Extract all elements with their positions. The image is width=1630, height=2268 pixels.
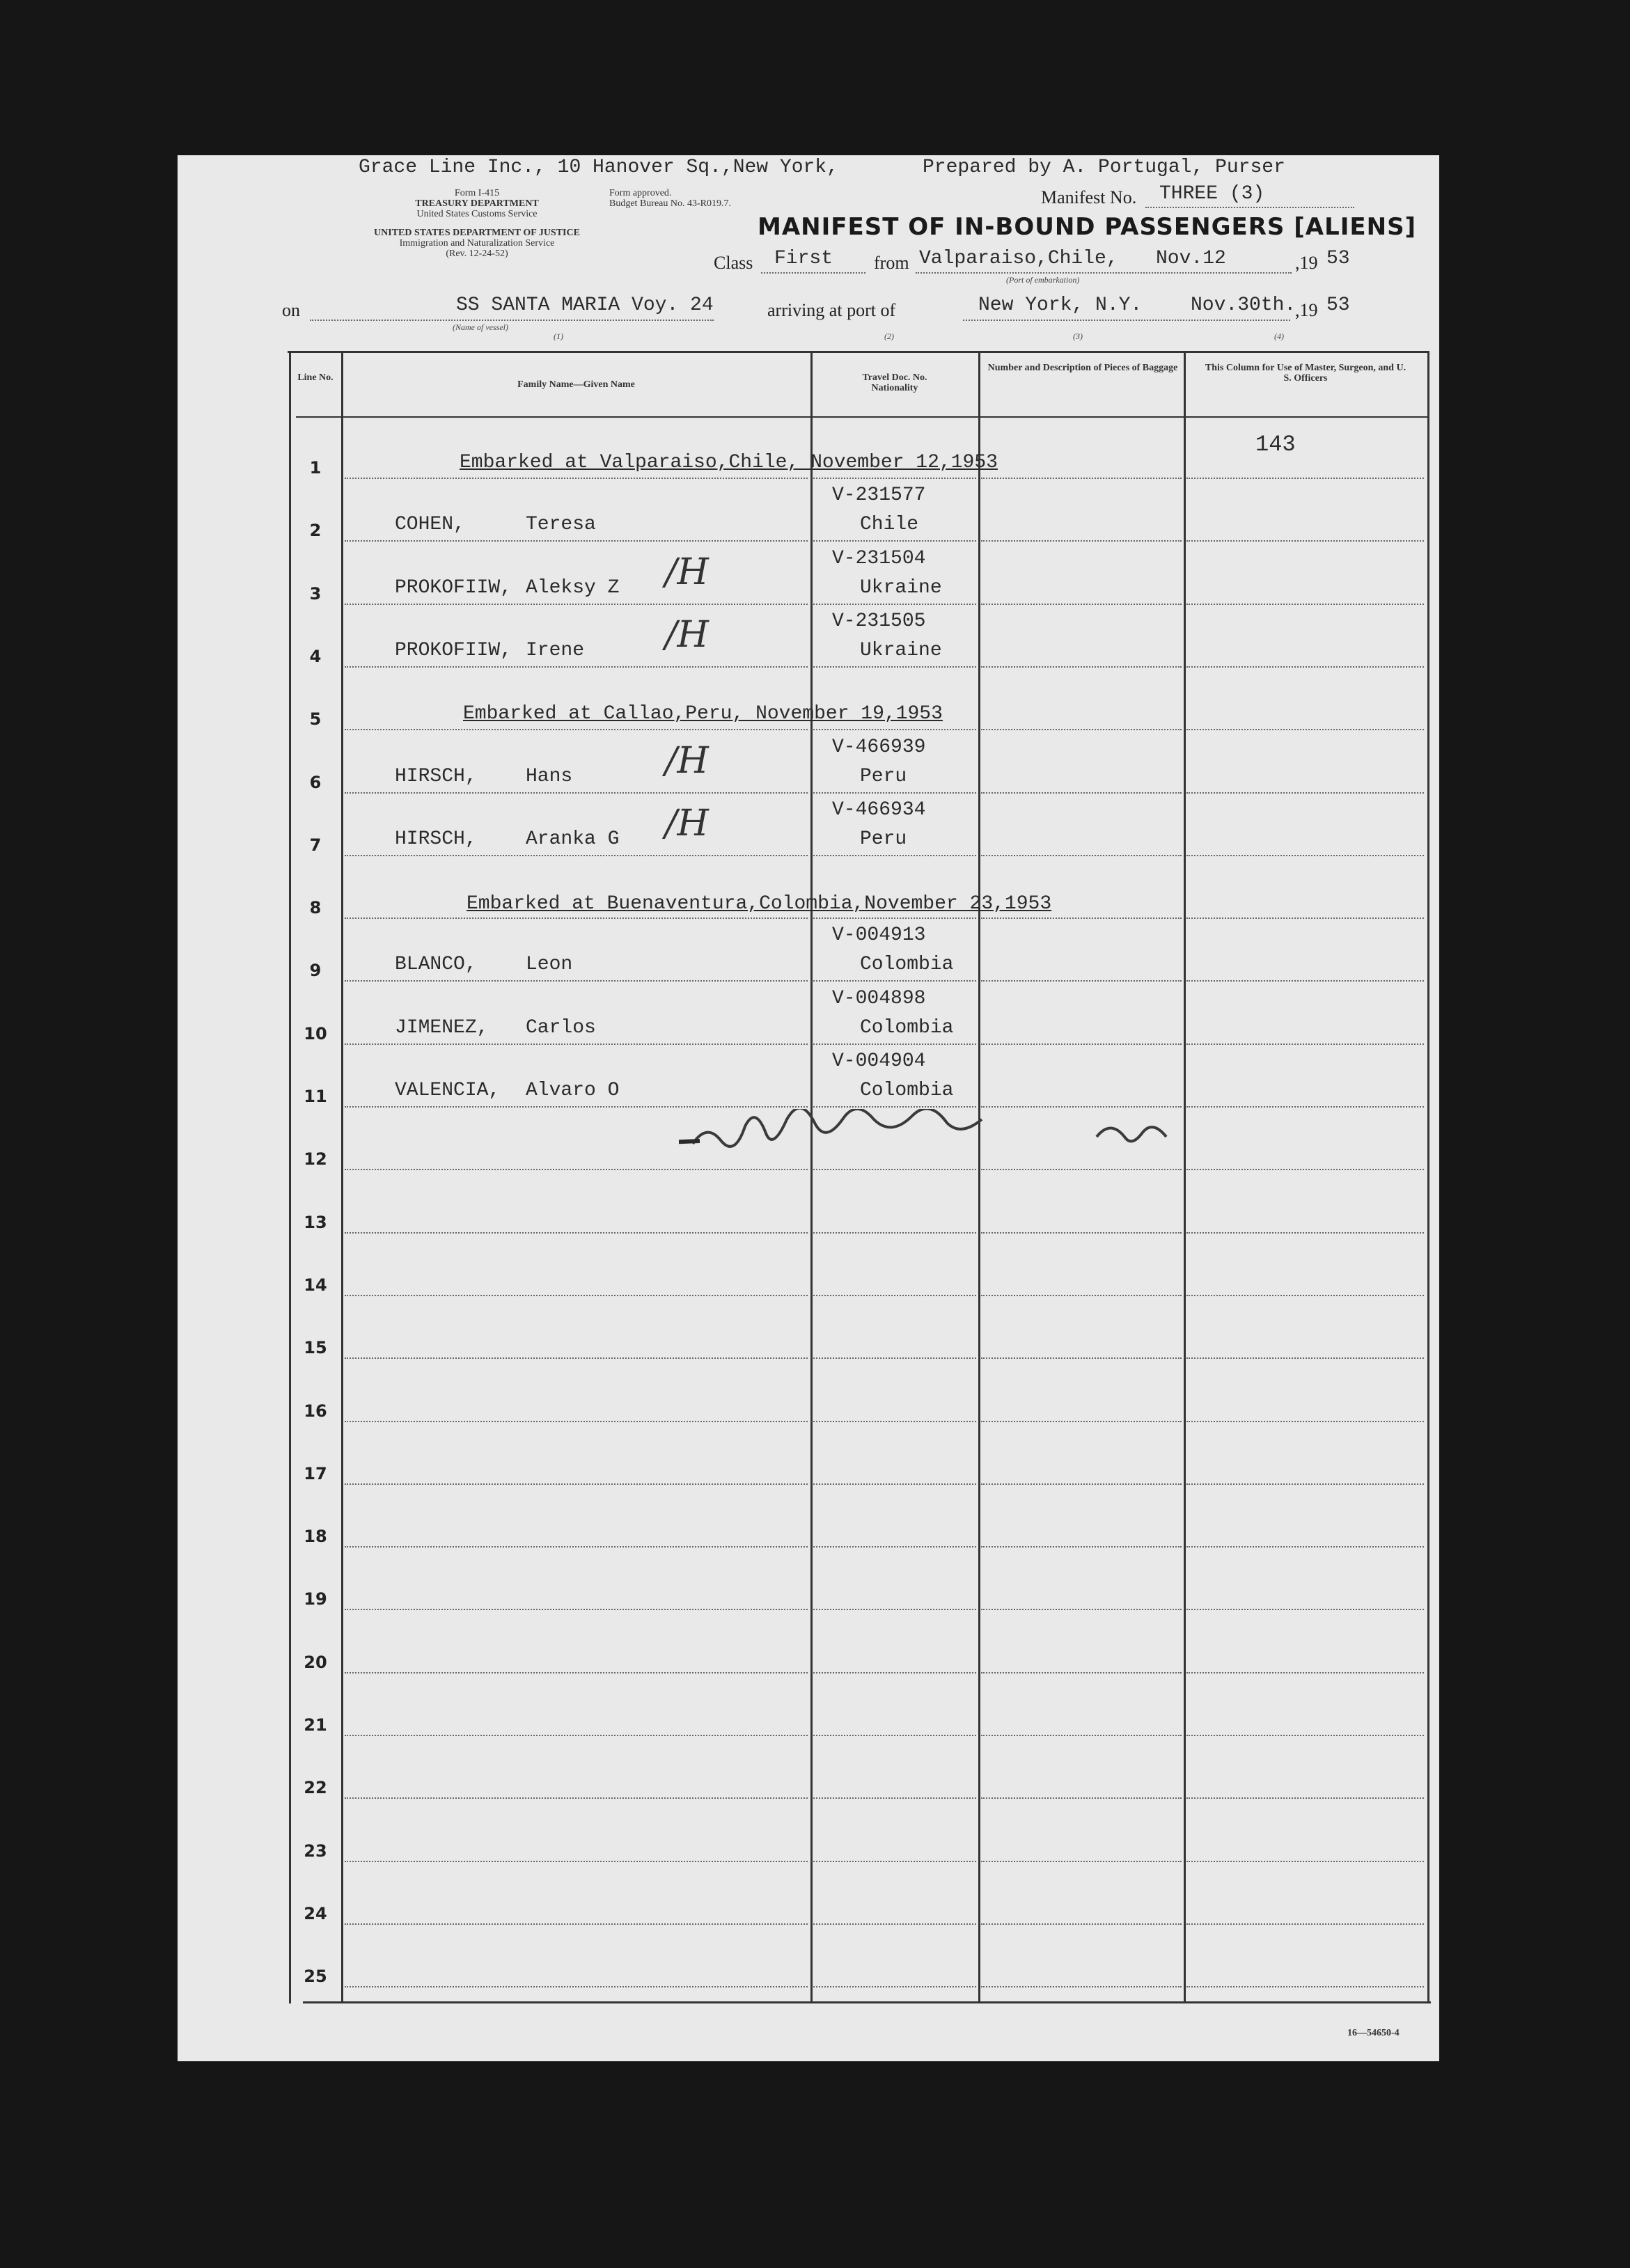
from-year-prefix: ,19	[1295, 253, 1318, 273]
passenger-doc-number: V-231504	[832, 548, 926, 569]
row-dotline	[813, 1609, 976, 1610]
row-dotline	[345, 666, 808, 668]
passenger-given-name: Aleksy Z	[526, 577, 620, 599]
row-dotline	[981, 478, 1182, 479]
class-label: Class	[714, 253, 753, 273]
row-dotline	[813, 1483, 976, 1485]
line-number: 11	[304, 1087, 327, 1106]
arrival-date: Nov.30th.	[1191, 294, 1296, 316]
row-dotline	[1186, 1169, 1424, 1170]
passenger-nationality: Peru	[860, 766, 907, 787]
row-dotline	[981, 1232, 1182, 1234]
row-dotline	[1186, 666, 1424, 668]
row-dotline	[813, 1169, 976, 1170]
row-dotline	[981, 1986, 1182, 1987]
row-dotline	[981, 1295, 1182, 1296]
passenger-given-name: Aranka G	[526, 828, 620, 850]
line-number: 24	[304, 1904, 327, 1923]
on-label: on	[282, 300, 300, 320]
passenger-checkmark: /H	[665, 740, 709, 782]
row-dotline	[813, 1232, 976, 1234]
row-dotline	[981, 855, 1182, 856]
line-number: 10	[304, 1024, 327, 1044]
passenger-doc-number: V-231577	[832, 485, 926, 506]
row-dotline	[1186, 540, 1424, 542]
passenger-family-name: PROKOFIIW,	[395, 577, 512, 599]
line-number: 1	[309, 458, 322, 478]
header-baggage: Number and Description of Pieces of Baggage	[987, 363, 1178, 373]
row-dotline	[345, 1483, 808, 1485]
from-label: from	[874, 253, 909, 273]
passenger-checkmark: /H	[665, 551, 709, 593]
row-dotline	[1186, 1672, 1424, 1674]
line-number: 5	[309, 709, 322, 729]
form-number: Form I-415	[454, 188, 500, 198]
passenger-given-name: Teresa	[526, 514, 596, 535]
passenger-nationality: Colombia	[860, 1017, 954, 1039]
passenger-family-name: COHEN,	[395, 514, 465, 535]
officer-signature	[679, 1109, 1306, 1165]
row-dotline	[981, 1546, 1182, 1548]
passenger-given-name: Leon	[526, 954, 573, 975]
header-line-no: Line No.	[297, 372, 334, 383]
row-dotline	[345, 729, 808, 730]
passenger-nationality: Colombia	[860, 1080, 954, 1101]
vessel-name: SS SANTA MARIA Voy. 24	[456, 294, 714, 316]
line-number: 14	[304, 1275, 327, 1295]
row-dotline	[345, 1357, 808, 1359]
row-dotline	[1186, 1861, 1424, 1862]
row-dotline	[345, 1546, 808, 1548]
row-dotline	[345, 1295, 808, 1296]
row-dotline	[1186, 1295, 1424, 1296]
col-number-1: (1)	[554, 331, 563, 341]
row-dotline	[345, 1421, 808, 1422]
passenger-family-name: HIRSCH,	[395, 766, 477, 787]
customs-service: United States Customs Service	[416, 209, 538, 219]
row-dotline	[1186, 1797, 1424, 1799]
line-number: 18	[304, 1527, 327, 1546]
row-dotline	[981, 1861, 1182, 1862]
passenger-family-name: VALENCIA,	[395, 1080, 501, 1101]
from-year: 53	[1326, 248, 1350, 269]
row-dotline	[813, 540, 976, 542]
class-value: First	[774, 248, 833, 269]
passenger-given-name: Alvaro O	[526, 1080, 620, 1101]
col-number-4: (4)	[1274, 331, 1284, 341]
row-dotline	[345, 980, 808, 982]
row-dotline	[981, 729, 1182, 730]
col-number-2: (2)	[884, 331, 894, 341]
manifest-label: Manifest No.	[1041, 187, 1137, 207]
row-dotline	[345, 1986, 808, 1987]
row-dotline	[1186, 1044, 1424, 1045]
row-dotline	[813, 1357, 976, 1359]
row-dotline	[981, 980, 1182, 982]
from-dotline	[916, 272, 1292, 274]
row-dotline	[345, 855, 808, 856]
row-dotline	[345, 478, 808, 479]
passenger-doc-number: V-466934	[832, 799, 926, 821]
table-left-border	[289, 351, 291, 2003]
prepared-by: Prepared by A. Portugal, Purser	[923, 157, 1285, 178]
arrival-year: 53	[1326, 294, 1350, 316]
row-dotline	[1186, 1735, 1424, 1736]
line-number: 4	[309, 647, 322, 666]
vessel-dotline	[310, 320, 714, 321]
row-dotline	[345, 1169, 808, 1170]
line-number: 23	[304, 1841, 327, 1861]
table-right-border	[1427, 351, 1429, 2003]
row-dotline	[813, 1923, 976, 1925]
passenger-doc-number: V-004913	[832, 924, 926, 946]
line-number: 22	[304, 1778, 327, 1797]
passenger-nationality: Chile	[860, 514, 919, 535]
vessel-caption: (Name of vessel)	[453, 322, 508, 332]
class-dotline	[761, 272, 865, 274]
embarked-line-5: Embarked at Callao,Peru, November 19,1953	[463, 703, 943, 725]
officer-note: 143	[1255, 432, 1296, 457]
row-dotline	[813, 1861, 976, 1862]
row-dotline	[813, 855, 976, 856]
row-dotline	[345, 1106, 808, 1108]
header-travel-doc: Travel Doc. No. Nationality	[862, 372, 927, 393]
budget-bureau: Budget Bureau No. 43-R019.7.	[609, 198, 731, 209]
passenger-given-name: Irene	[526, 640, 585, 661]
row-dotline	[1186, 1106, 1424, 1108]
manifest-number: THREE (3)	[1159, 183, 1265, 205]
line-number: 16	[304, 1401, 327, 1421]
row-dotline	[1186, 1421, 1424, 1422]
row-dotline	[981, 1483, 1182, 1485]
row-dotline	[813, 666, 976, 668]
from-date: Nov.12	[1156, 248, 1226, 269]
line-number: 19	[304, 1589, 327, 1609]
row-dotline	[981, 1672, 1182, 1674]
passenger-nationality: Ukraine	[860, 640, 942, 661]
line-number: 3	[309, 584, 322, 604]
row-dotline	[813, 1295, 976, 1296]
table-top-border	[288, 351, 1429, 353]
row-dotline	[345, 1672, 808, 1674]
row-dotline	[813, 980, 976, 982]
line-number: 13	[304, 1213, 327, 1232]
embarked-line-1: Embarked at Valparaiso,Chile, November 12,1953	[460, 452, 998, 473]
passenger-doc-number: V-231505	[832, 611, 926, 632]
immigration-service: Immigration and Naturalization Service	[399, 238, 555, 249]
company-line: Grace Line Inc., 10 Hanover Sq.,New York,	[359, 157, 838, 178]
line-number: 6	[309, 773, 322, 792]
row-dotline	[345, 1609, 808, 1610]
port-caption: (Port of embarkation)	[1006, 275, 1080, 285]
row-dotline	[1186, 478, 1424, 479]
row-dotline	[981, 1357, 1182, 1359]
line-number: 21	[304, 1715, 327, 1735]
manifest-dotline	[1145, 207, 1354, 208]
row-dotline	[813, 918, 976, 919]
table-header-border	[296, 416, 1427, 418]
row-dotline	[981, 666, 1182, 668]
line-number: 15	[304, 1338, 327, 1357]
line-number: 17	[304, 1464, 327, 1483]
revision-date: (Rev. 12-24-52)	[446, 249, 508, 259]
row-dotline	[813, 604, 976, 605]
row-dotline	[813, 729, 976, 730]
passenger-nationality: Peru	[860, 828, 907, 850]
row-dotline	[1186, 792, 1424, 794]
arrival-dotline	[963, 320, 1290, 321]
from-port: Valparaiso,Chile,	[919, 248, 1118, 269]
row-dotline	[1186, 1986, 1424, 1987]
passenger-nationality: Colombia	[860, 954, 954, 975]
form-code: 16—54650-4	[1347, 2028, 1400, 2038]
row-dotline	[1186, 729, 1424, 730]
col-divider-baggage	[1184, 351, 1186, 2003]
line-number: 20	[304, 1653, 327, 1672]
col-divider-name	[810, 351, 813, 2003]
row-dotline	[1186, 1609, 1424, 1610]
passenger-doc-number: V-466939	[832, 737, 926, 758]
row-dotline	[1186, 1357, 1424, 1359]
embarked-line-8: Embarked at Buenaventura,Colombia,November 23,1953	[467, 893, 1052, 915]
row-dotline	[345, 1861, 808, 1862]
header-name: Family Name—Given Name	[517, 379, 635, 390]
col-divider-doc	[978, 351, 980, 2003]
row-dotline	[1186, 980, 1424, 982]
row-dotline	[813, 1106, 976, 1108]
row-dotline	[813, 1421, 976, 1422]
row-dotline	[345, 918, 808, 919]
row-dotline	[981, 1169, 1182, 1170]
arriving-label: arriving at port of	[767, 300, 896, 320]
line-number: 7	[309, 835, 322, 855]
col-divider-line	[341, 351, 343, 2003]
line-number: 9	[309, 961, 322, 980]
passenger-family-name: JIMENEZ,	[395, 1017, 489, 1039]
row-dotline	[1186, 855, 1424, 856]
row-dotline	[981, 1421, 1182, 1422]
row-dotline	[345, 1735, 808, 1736]
line-number: 25	[304, 1967, 327, 1986]
treasury-dept: TREASURY DEPARTMENT	[415, 198, 539, 209]
manifest-page	[178, 155, 1439, 2061]
passenger-nationality: Ukraine	[860, 577, 942, 599]
row-dotline	[981, 1044, 1182, 1045]
passenger-family-name: PROKOFIIW,	[395, 640, 512, 661]
arrival-year-prefix: ,19	[1295, 300, 1318, 320]
table-bottom-border	[303, 2001, 1431, 2003]
passenger-checkmark: /H	[665, 614, 709, 656]
row-dotline	[345, 792, 808, 794]
row-dotline	[813, 1797, 976, 1799]
row-dotline	[813, 1735, 976, 1736]
row-dotline	[1186, 918, 1424, 919]
row-dotline	[813, 1546, 976, 1548]
passenger-given-name: Hans	[526, 766, 573, 787]
row-dotline	[813, 1986, 976, 1987]
line-number: 8	[309, 898, 322, 918]
line-number: 2	[309, 521, 322, 540]
row-dotline	[345, 1044, 808, 1045]
arrival-port: New York, N.Y.	[978, 294, 1143, 316]
row-dotline	[813, 1672, 976, 1674]
row-dotline	[981, 1797, 1182, 1799]
row-dotline	[1186, 1483, 1424, 1485]
justice-dept: UNITED STATES DEPARTMENT OF JUSTICE	[374, 228, 580, 238]
row-dotline	[345, 604, 808, 605]
row-dotline	[981, 1609, 1182, 1610]
header-officers: This Column for Use of Master, Surgeon, and U. S. Officers	[1205, 363, 1406, 384]
row-dotline	[813, 478, 976, 479]
row-dotline	[981, 918, 1182, 919]
row-dotline	[813, 792, 976, 794]
row-dotline	[813, 1044, 976, 1045]
row-dotline	[345, 540, 808, 542]
row-dotline	[981, 792, 1182, 794]
passenger-checkmark: /H	[665, 803, 709, 844]
passenger-given-name: Carlos	[526, 1017, 596, 1039]
row-dotline	[1186, 1923, 1424, 1925]
line-number: 12	[304, 1149, 327, 1169]
row-dotline	[345, 1797, 808, 1799]
row-dotline	[1186, 1546, 1424, 1548]
passenger-doc-number: V-004904	[832, 1050, 926, 1072]
row-dotline	[1186, 604, 1424, 605]
row-dotline	[345, 1232, 808, 1234]
row-dotline	[981, 604, 1182, 605]
passenger-family-name: HIRSCH,	[395, 828, 477, 850]
row-dotline	[981, 540, 1182, 542]
passenger-doc-number: V-004898	[832, 988, 926, 1009]
passenger-family-name: BLANCO,	[395, 954, 477, 975]
row-dotline	[1186, 1232, 1424, 1234]
row-dotline	[981, 1106, 1182, 1108]
row-dotline	[981, 1923, 1182, 1925]
page-title: MANIFEST OF IN-BOUND PASSENGERS [ALIENS]	[758, 213, 1417, 241]
col-number-3: (3)	[1073, 331, 1083, 341]
row-dotline	[345, 1923, 808, 1925]
row-dotline	[981, 1735, 1182, 1736]
form-approved: Form approved.	[609, 188, 672, 198]
